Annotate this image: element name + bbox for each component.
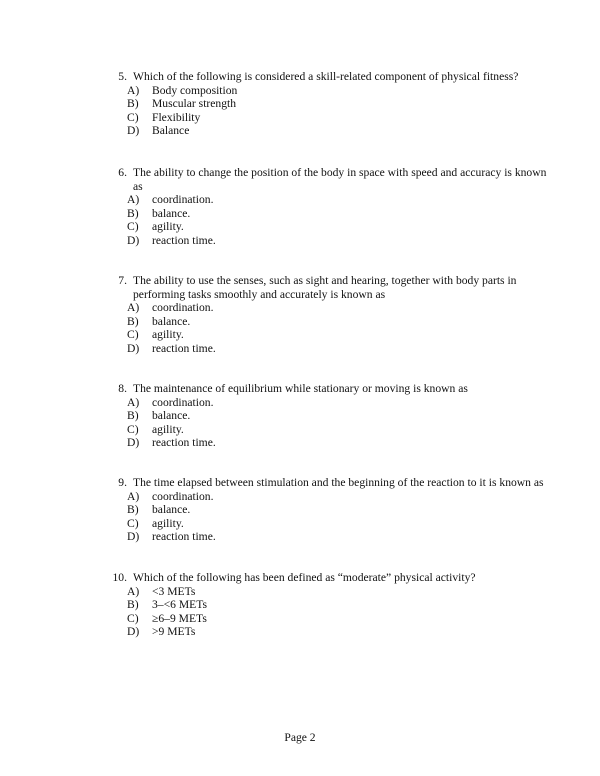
option-c bbox=[108, 517, 568, 531]
option-d bbox=[108, 625, 558, 639]
question-10 bbox=[108, 571, 558, 639]
question-number: 9. bbox=[118, 476, 127, 489]
question-stem bbox=[108, 382, 558, 396]
question-8 bbox=[108, 382, 558, 450]
option-letter: B) bbox=[127, 409, 139, 423]
option-b bbox=[108, 315, 558, 329]
option-b bbox=[108, 598, 558, 612]
question-number: 5. bbox=[118, 70, 127, 83]
question-stem bbox=[108, 166, 558, 193]
option-text: <3 METs bbox=[152, 584, 196, 598]
option-text: Body composition bbox=[152, 83, 238, 97]
question-number: 7. bbox=[118, 274, 127, 287]
option-letter: D) bbox=[127, 341, 140, 355]
option-letter: B) bbox=[127, 314, 139, 328]
option-d bbox=[108, 124, 558, 138]
option-c bbox=[108, 328, 558, 342]
option-text: reaction time. bbox=[152, 436, 216, 450]
question-stem bbox=[108, 70, 558, 84]
option-letter: A) bbox=[127, 83, 140, 97]
option-letter: A) bbox=[127, 584, 140, 598]
option-text: Balance bbox=[152, 124, 190, 138]
option-a bbox=[108, 490, 568, 504]
option-text: balance. bbox=[152, 503, 191, 517]
question-5 bbox=[108, 70, 558, 138]
option-c bbox=[108, 423, 558, 437]
option-b bbox=[108, 207, 558, 221]
option-b bbox=[108, 97, 558, 111]
option-text: agility. bbox=[152, 516, 184, 530]
option-text: balance. bbox=[152, 206, 191, 220]
question-stem bbox=[108, 571, 558, 585]
option-c bbox=[108, 220, 558, 234]
option-b bbox=[108, 503, 568, 517]
option-letter: A) bbox=[127, 301, 140, 315]
option-letter: B) bbox=[127, 206, 139, 220]
option-text: coordination. bbox=[152, 193, 214, 207]
question-text: The time elapsed between stimulation and the beginning of the reaction to it is known as bbox=[133, 476, 544, 489]
option-text: >9 METs bbox=[152, 625, 196, 639]
option-text: coordination. bbox=[152, 301, 214, 315]
option-text: agility. bbox=[152, 220, 184, 234]
question-text: The maintenance of equilibrium while stationary or moving is known as bbox=[133, 382, 468, 395]
option-text: 3–<6 METs bbox=[152, 598, 208, 612]
question-stem bbox=[108, 476, 568, 490]
question-number: 8. bbox=[118, 382, 127, 395]
option-text: coordination. bbox=[152, 395, 214, 409]
question-7 bbox=[108, 274, 558, 356]
option-a bbox=[108, 301, 558, 315]
option-d bbox=[108, 234, 558, 248]
option-a bbox=[108, 84, 558, 98]
option-text: balance. bbox=[152, 409, 191, 423]
question-number: 10. bbox=[112, 571, 127, 584]
option-letter: D) bbox=[127, 233, 140, 247]
question-stem bbox=[108, 274, 558, 301]
option-letter: D) bbox=[127, 530, 140, 544]
question-9 bbox=[108, 476, 568, 544]
option-a bbox=[108, 585, 558, 599]
question-text: Which of the following has been defined as “moderate” physical activity? bbox=[133, 571, 476, 584]
option-text: coordination. bbox=[152, 489, 214, 503]
option-letter: D) bbox=[127, 436, 140, 450]
option-text: reaction time. bbox=[152, 530, 216, 544]
option-text: agility. bbox=[152, 328, 184, 342]
option-text: ≥6–9 METs bbox=[152, 611, 207, 625]
option-letter: A) bbox=[127, 193, 140, 207]
option-a bbox=[108, 396, 558, 410]
option-letter: D) bbox=[127, 625, 140, 639]
option-text: Flexibility bbox=[152, 110, 201, 124]
question-number: 6. bbox=[118, 166, 127, 179]
option-letter: A) bbox=[127, 489, 140, 503]
option-d bbox=[108, 342, 558, 356]
option-text: reaction time. bbox=[152, 341, 216, 355]
option-c bbox=[108, 612, 558, 626]
option-letter: C) bbox=[127, 220, 139, 234]
option-letter: B) bbox=[127, 598, 139, 612]
option-text: Muscular strength bbox=[152, 97, 237, 111]
question-6 bbox=[108, 166, 558, 248]
option-text: reaction time. bbox=[152, 233, 216, 247]
option-d bbox=[108, 436, 558, 450]
option-letter: C) bbox=[127, 110, 139, 124]
option-text: agility. bbox=[152, 422, 184, 436]
option-letter: C) bbox=[127, 516, 139, 530]
option-letter: B) bbox=[127, 97, 139, 111]
option-a bbox=[108, 193, 558, 207]
option-c bbox=[108, 111, 558, 125]
option-letter: C) bbox=[127, 328, 139, 342]
page-number: Page 2 bbox=[284, 731, 316, 744]
option-letter: D) bbox=[127, 124, 140, 138]
option-d bbox=[108, 530, 568, 544]
option-letter: C) bbox=[127, 611, 139, 625]
question-text: The ability to use the senses, such as sight and hearing, together with body parts in performing tasks smoothly and accurately is known as bbox=[133, 274, 517, 301]
question-text: The ability to change the position of the body in space with speed and accuracy is known as bbox=[133, 166, 547, 193]
question-text: Which of the following is considered a skill-related component of physical fitness? bbox=[133, 70, 519, 83]
option-text: balance. bbox=[152, 314, 191, 328]
option-letter: C) bbox=[127, 422, 139, 436]
option-letter: A) bbox=[127, 395, 140, 409]
option-letter: B) bbox=[127, 503, 139, 517]
option-b bbox=[108, 409, 558, 423]
